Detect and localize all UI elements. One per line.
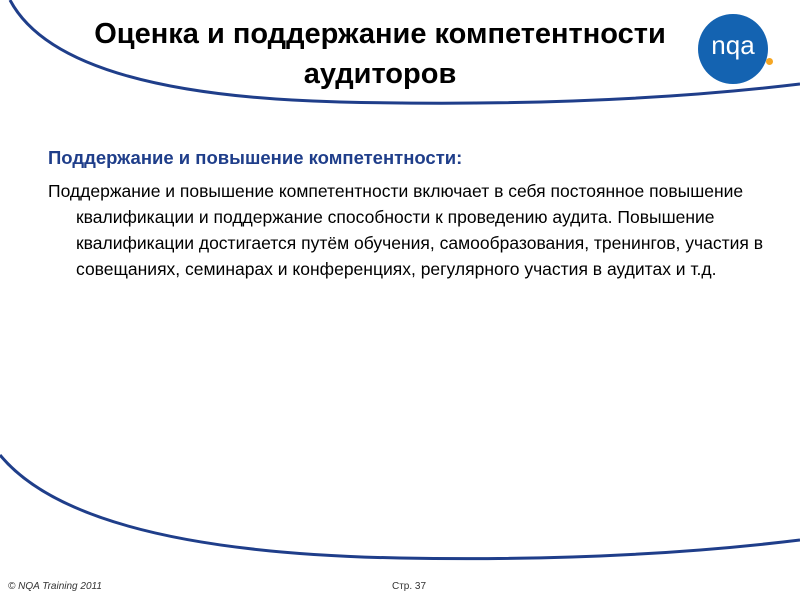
section-heading: Поддержание и повышение компетентности:: [48, 147, 463, 168]
slide-title: [30, 14, 730, 94]
page-number: Стр. 37: [392, 581, 427, 592]
logo-dot: [766, 58, 773, 65]
slide-title-line-1: Оценка и поддержание компетентности: [94, 18, 666, 50]
slide-title-line-2: аудиторов: [303, 58, 457, 90]
footer-copyright: © NQA Training 2011: [8, 581, 102, 592]
body-paragraph: Поддержание и повышение компетентности включает в себя постоянное повышение квалификации и поддержание способности к проведению аудита. Повышение квалификации достигается путём обучения, самообразования, тренингов, участия в совещаниях, семинарах и конференциях, регулярного участия в аудитах и т.д.: [48, 181, 764, 279]
logo-text: nqa: [711, 30, 755, 60]
bottom-curve: [0, 455, 800, 559]
